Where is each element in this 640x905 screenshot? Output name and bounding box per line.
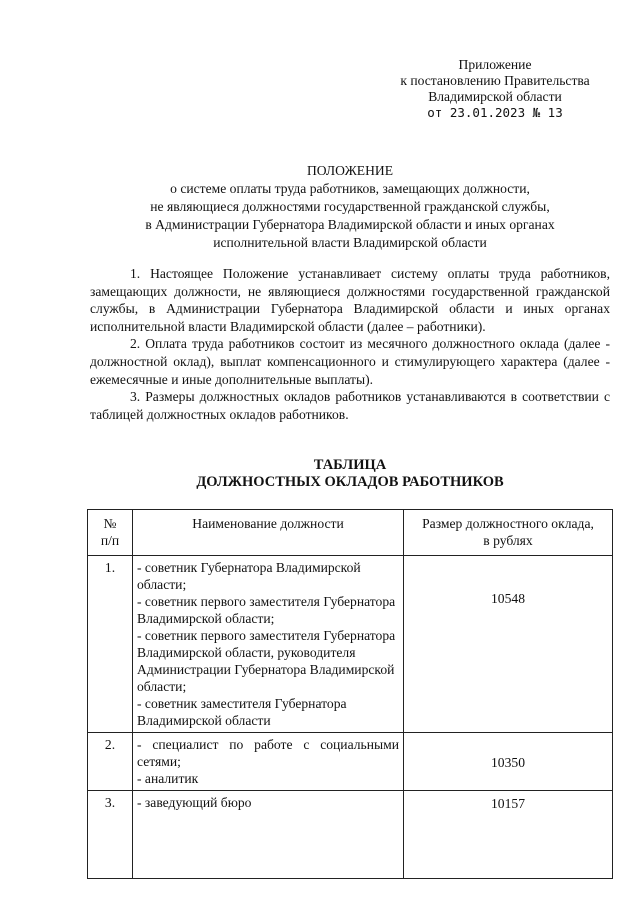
position-item: - советник первого заместителя Губернатора Владимирской области, руководителя Администрации Губернатора Владимирской области; [137, 628, 396, 694]
paragraph-3: 3. Размеры должностных окладов работников устанавливаются в соответствии с таблицей должностных окладов работников. [90, 389, 610, 422]
position-item: - аналитик [137, 771, 199, 786]
table-title [90, 457, 610, 491]
header-number [88, 510, 133, 556]
position-item: - специалист по работе с социальными сетями; [137, 737, 399, 769]
row-salary: 10157 [404, 791, 613, 879]
position-item: - советник заместителя Губернатора Владимирской области [137, 696, 347, 728]
title-line-1: о системе оплаты труда работников, замещающих должности, [170, 181, 530, 196]
table-title-line-1: ТАБЛИЦА [313, 457, 387, 473]
row-positions [133, 791, 404, 879]
salary-table [87, 509, 613, 879]
row-positions [133, 733, 404, 791]
title-heading: ПОЛОЖЕНИЕ [306, 163, 394, 178]
header-number-symbol: № [103, 516, 117, 531]
paragraph-1: 1. Настоящее Положение устанавливает систему оплаты труда работников, замещающих должности, не являющиеся должностями государственной гражданской службы, в Администрации Губернатора Владимирской области и иных органах исполнительной власти Владимирской области (далее – работники). [90, 266, 610, 334]
table-row [88, 556, 613, 733]
position-item: - советник Губернатора Владимирской области; [137, 560, 361, 592]
table-title-line-2: ДОЛЖНОСТНЫХ ОКЛАДОВ РАБОТНИКОВ [196, 474, 504, 490]
row-salary: 10548 [404, 556, 613, 733]
row-number: 1. [88, 556, 133, 733]
row-positions [133, 556, 404, 733]
header-number-abbr: п/п [100, 533, 120, 548]
body-text [90, 265, 610, 423]
position-item: - заведующий бюро [137, 795, 252, 810]
table-row [88, 733, 613, 791]
appendix-region: Владимирской области [428, 89, 562, 104]
position-item: - советник первого заместителя Губернатора Владимирской области; [137, 594, 396, 626]
paragraph-2: 2. Оплата труда работников состоит из месячного должностного оклада (далее - должностной оклад), выплат компенсационного и стимулирующего характера (далее - ежемесячные и иные дополнительные выплаты). [90, 336, 610, 387]
row-number: 3. [88, 791, 133, 879]
title-line-4: исполнительной власти Владимирской области [213, 235, 487, 250]
header-position: Наименование должности [133, 510, 404, 556]
table-row [88, 791, 613, 879]
appendix-resolution: к постановлению Правительства [400, 73, 590, 88]
header-salary [404, 510, 613, 556]
header-salary-line-1: Размер должностного оклада, [422, 516, 594, 531]
title-line-2: не являющиеся должностями государственной гражданской службы, [150, 199, 550, 214]
header-salary-line-2: в рублях [483, 533, 533, 548]
row-number: 2. [88, 733, 133, 791]
appendix-date-number: от 23.01.2023 № 13 [427, 105, 563, 120]
row-salary: 10350 [404, 733, 613, 791]
appendix-label: Приложение [458, 57, 532, 72]
table-header-row [88, 510, 613, 556]
appendix-block [380, 57, 610, 121]
title-line-3: в Администрации Губернатора Владимирской области и иных органах [145, 217, 555, 232]
document-title [90, 162, 610, 252]
